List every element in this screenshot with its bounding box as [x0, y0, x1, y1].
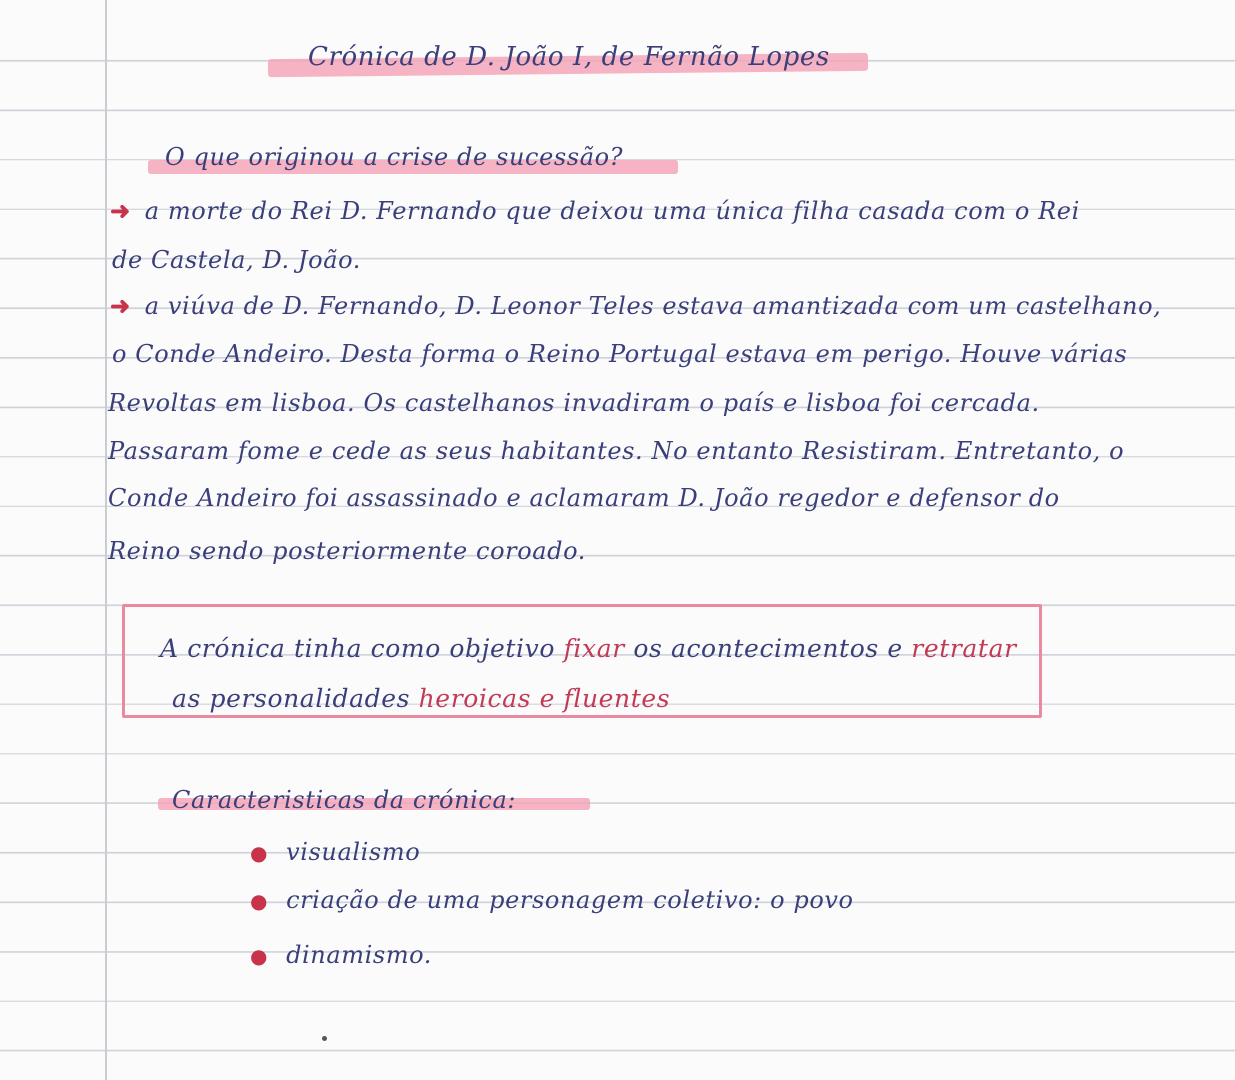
- box-text: A crónica tinha como objetivo: [160, 634, 556, 663]
- box-line-1: [160, 634, 1017, 663]
- feature-text: visualismo: [286, 838, 421, 866]
- bullet-icon: ●: [250, 841, 269, 865]
- paragraph-line-4: o Conde Andeiro. Desta forma o Reino Portugal estava em perigo. Houve várias: [112, 340, 1128, 368]
- box-text-red: retratar: [911, 634, 1017, 663]
- paragraph-text: a viúva de D. Fernando, D. Leonor Teles estava amantizada com um castelhano,: [144, 292, 1162, 320]
- arrow-right-icon: ➜: [110, 196, 131, 225]
- ink-dot: [322, 1036, 327, 1041]
- paragraph-line-3: [110, 291, 1161, 320]
- margin-line: [105, 0, 107, 1080]
- paragraph-line-6: Passaram fome e cede as seus habitantes. No entanto Resistiram. Entretanto, o: [108, 437, 1125, 465]
- paragraph-line-2: de Castela, D. João.: [112, 246, 361, 274]
- paragraph-text: a morte do Rei D. Fernando que deixou uma única filha casada com o Rei: [144, 197, 1080, 225]
- feature-text: criação de uma personagem coletivo: o povo: [286, 886, 854, 914]
- paragraph-line-7: Conde Andeiro foi assassinado e aclamaram D. João regedor e defensor do: [108, 484, 1060, 512]
- arrow-right-icon: ➜: [110, 291, 131, 320]
- feature-text: dinamismo.: [286, 941, 433, 969]
- feature-item-2: [250, 886, 854, 914]
- paragraph-line-1: [110, 196, 1080, 225]
- paragraph-line-5: Revoltas em lisboa. Os castelhanos invadiram o país e lisboa foi cercada.: [108, 389, 1040, 417]
- question-heading: O que originou a crise de sucessão?: [165, 143, 624, 171]
- features-heading: Caracteristicas da crónica:: [172, 786, 517, 814]
- box-text-red: fixar: [563, 634, 625, 663]
- box-text: os acontecimentos e: [633, 634, 903, 663]
- feature-item-1: [250, 838, 420, 866]
- page-title: Crónica de D. João I, de Fernão Lopes: [308, 42, 830, 72]
- bullet-icon: ●: [250, 889, 269, 913]
- box-line-2: [172, 684, 670, 713]
- paragraph-line-8: Reino sendo posteriormente coroado.: [108, 537, 586, 565]
- bullet-icon: ●: [250, 944, 269, 968]
- box-text: as personalidades: [172, 684, 411, 713]
- box-text-red: heroicas e fluentes: [418, 684, 671, 713]
- feature-item-3: [250, 941, 432, 969]
